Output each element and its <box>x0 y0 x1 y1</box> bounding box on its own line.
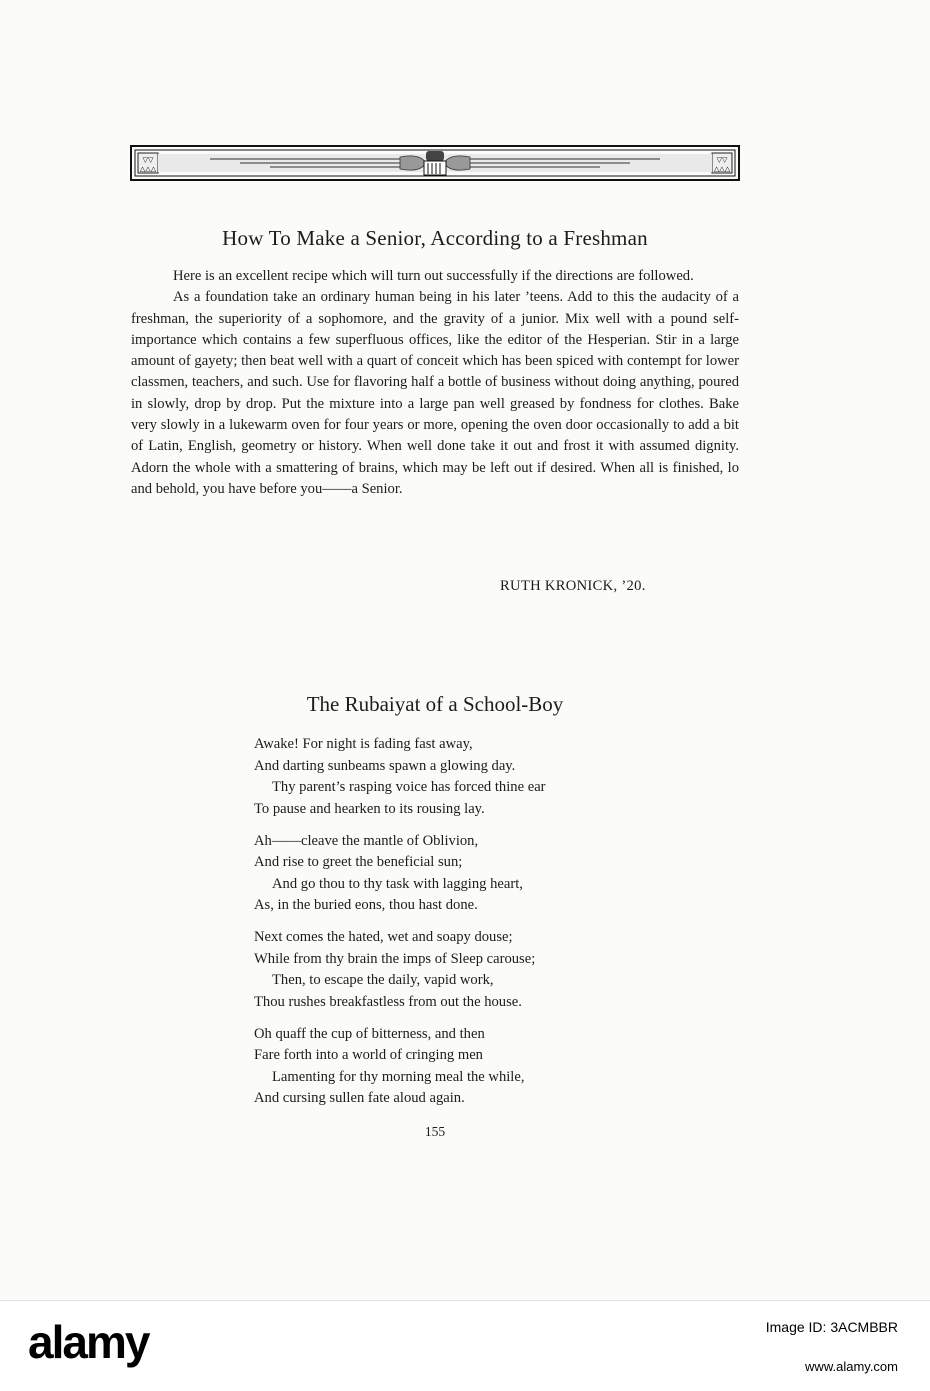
svg-text:▽▽: ▽▽ <box>142 156 154 164</box>
image-id-text: Image ID: 3ACMBBR <box>765 1319 898 1335</box>
site-url: www.alamy.com <box>805 1359 898 1374</box>
essay-paragraph: As a foundation take an ordinary human being in his later ’teens. Add to this the audacity of a freshman, the superiority of a sophomore, and the gravity of a junior. Mix well with a pound self-importance which contains a few superfluous offices, like the editor of the Hesperian. Stir in a large amount of gayety; then beat well with a quart of conceit which has been spiced with contempt for lower classmen, teachers, and such. Use for flavoring half a bottle of business without doing anything, poured in slowly, drop by drop. Put the mixture into a large pan well greased by fondness for clothes. Bake very slowly in a lukewarm oven for four years or more, opening the oven door occasionally to add a bit of Latin, English, geometry or history. When well done take it out and frost it with assumed dignity. Adorn the whole with a smattering of brains, which may be left out if desired. When all is finished, lo and behold, you have before you——a Senior. <box>131 289 739 497</box>
poem-line: Thy parent’s rasping voice has forced thine ear <box>272 779 546 795</box>
decorative-header-ornament <box>130 145 740 181</box>
page-number: 155 <box>424 1124 446 1139</box>
essay-title: How To Make a Senior, According to a Freshman <box>222 226 648 250</box>
poem-line: Awake! For night is fading fast away, <box>254 736 473 752</box>
poem-line: Ah——cleave the mantle of Oblivion, <box>254 832 479 849</box>
image-id <box>766 1319 898 1335</box>
poem-line: Next comes the hated, wet and soapy douse; <box>254 929 513 945</box>
essay-paragraph: Here is an excellent recipe which will turn out successfully if the directions are followed. <box>173 268 694 284</box>
svg-text:▽▽: ▽▽ <box>716 156 728 164</box>
poem-title: The Rubaiyat of a School-Boy <box>306 692 564 716</box>
poem-line: Oh quaff the cup of bitterness, and then <box>254 1025 485 1042</box>
essay-body <box>131 266 739 500</box>
alamy-logo: alamy <box>28 1316 149 1368</box>
poem-body <box>254 734 546 1120</box>
poem-line: To pause and hearken to its rousing lay. <box>254 800 485 817</box>
svg-text:△△△: △△△ <box>139 165 157 173</box>
essay-byline: RUTH KRONICK, ’20. <box>500 578 646 594</box>
poem-line: Thou rushes breakfastless from out the house. <box>254 993 522 1010</box>
poem-stanza <box>254 1024 546 1110</box>
poem-line: Fare forth into a world of cringing men <box>254 1047 483 1063</box>
poem-line: And go thou to thy task with lagging heart, <box>272 875 523 892</box>
stock-footer <box>0 1300 930 1391</box>
poem-line: Then, to escape the daily, vapid work, <box>272 972 494 988</box>
poem-line: While from thy brain the imps of Sleep carouse; <box>254 950 536 967</box>
svg-text:△△△: △△△ <box>713 165 731 173</box>
poem-line: And darting sunbeams spawn a glowing day. <box>254 757 516 774</box>
poem-line: And rise to greet the beneficial sun; <box>254 854 463 870</box>
poem-stanza <box>254 831 546 917</box>
poem-stanza <box>254 734 546 820</box>
poem-line: Lamenting for thy morning meal the while, <box>272 1068 525 1085</box>
poem-stanza <box>254 927 546 1013</box>
poem-line: And cursing sullen fate aloud again. <box>254 1090 465 1106</box>
poem-line: As, in the buried eons, thou hast done. <box>254 897 478 913</box>
